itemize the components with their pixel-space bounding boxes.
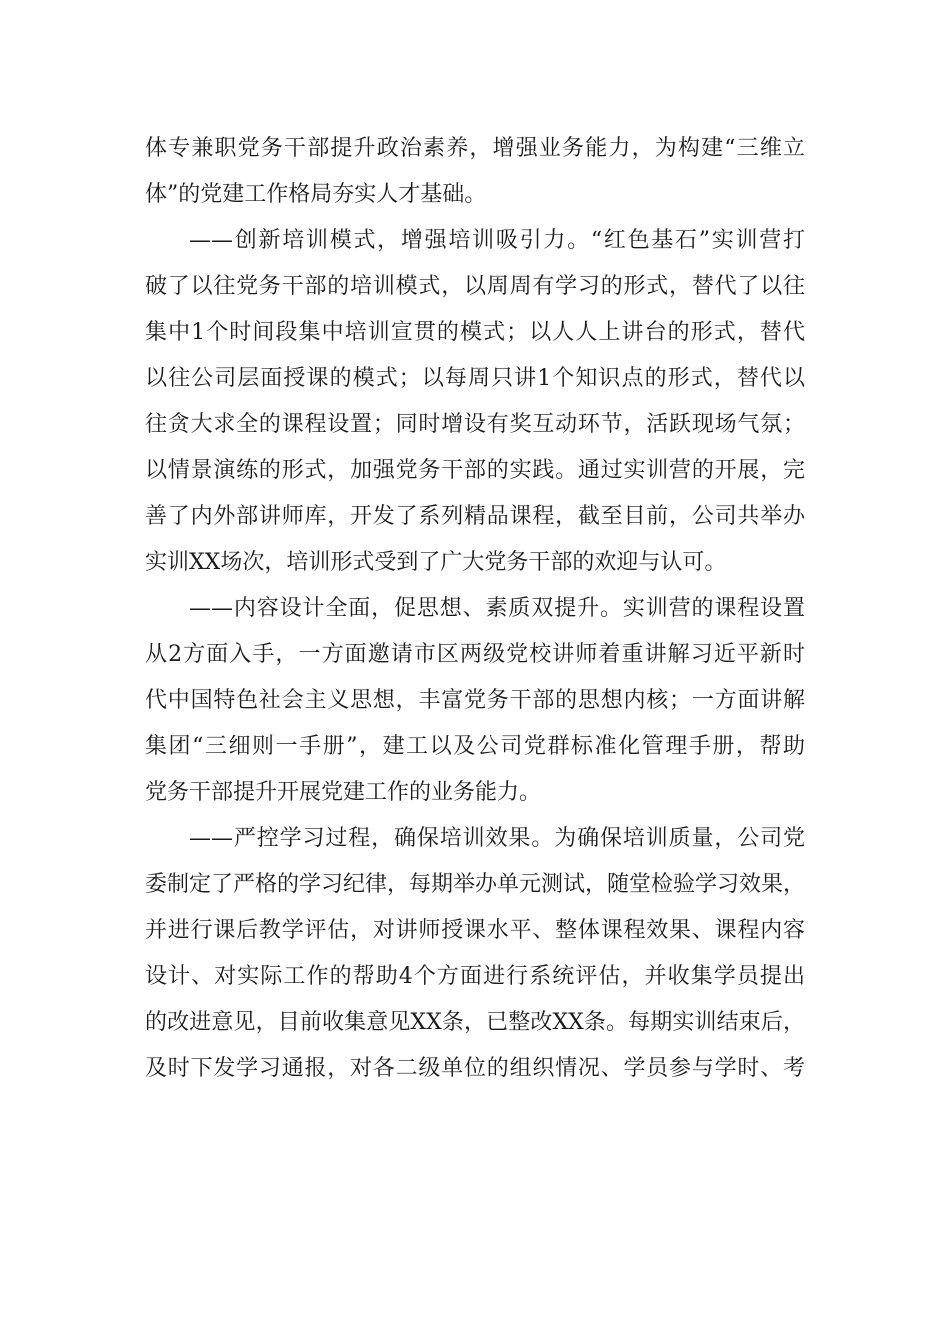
text-line: 以情景演练的形式，加强党务干部的实践。通过实训营的开展，完 (145, 458, 805, 483)
text-line: 从2方面入手，一方面邀请市区两级党校讲师着重讲解习近平新时 (145, 642, 805, 667)
text-line: 集团“三细则一手册”，建工以及公司党群标准化管理手册，帮助 (145, 734, 805, 759)
document-body (145, 126, 805, 1092)
text-line: 的改进意见，目前收集意见XX条，已整改XX条。每期实训结束后， (145, 1010, 805, 1035)
text-line: 以往公司层面授课的模式；以每周只讲1个知识点的形式，替代以 (145, 366, 805, 391)
text-line: 实训XX场次，培训形式受到了广大党务干部的欢迎与认可。 (145, 550, 727, 575)
text-line: 委制定了严格的学习纪律，每期举办单元测试，随堂检验学习效果， (145, 872, 805, 897)
text-line: 党务干部提升开展党建工作的业务能力。 (145, 780, 542, 805)
text-line: 体专兼职党务干部提升政治素养，增强业务能力，为构建“三维立 (145, 136, 805, 161)
text-line: ——严控学习过程，确保培训效果。为确保培训质量，公司党 (189, 826, 805, 851)
text-line: 善了内外部讲师库，开发了系列精品课程，截至目前，公司共举办 (145, 504, 805, 529)
text-line: 并进行课后教学评估，对讲师授课水平、整体课程效果、课程内容 (145, 918, 805, 943)
text-line: ——创新培训模式，增强培训吸引力。“红色基石”实训营打 (189, 228, 805, 253)
text-line: 往贪大求全的课程设置；同时增设有奖互动环节，活跃现场气氛； (145, 412, 805, 437)
text-line: 集中1个时间段集中培训宣贯的模式；以人人上讲台的形式，替代 (145, 320, 805, 345)
text-line: 代中国特色社会主义思想，丰富党务干部的思想内核；一方面讲解 (145, 688, 805, 713)
text-line: ——内容设计全面，促思想、素质双提升。实训营的课程设置 (189, 596, 805, 621)
text-line: 设计、对实际工作的帮助4个方面进行系统评估，并收集学员提出 (145, 964, 805, 989)
text-line: 及时下发学习通报，对各二级单位的组织情况、学员参与学时、考 (145, 1056, 805, 1081)
text-line: 破了以往党务干部的培训模式，以周周有学习的形式，替代了以往 (145, 274, 805, 299)
text-line: 体”的党建工作格局夯实人才基础。 (145, 182, 487, 207)
